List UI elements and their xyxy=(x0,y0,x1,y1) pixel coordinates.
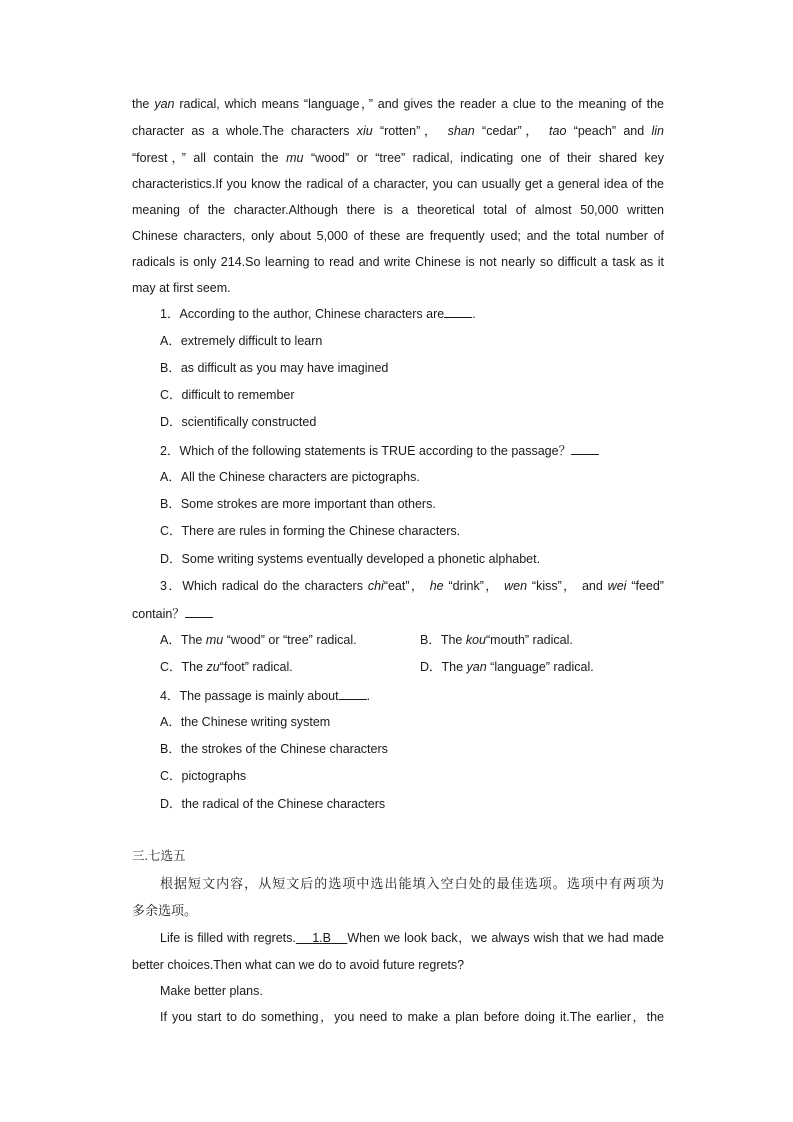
question-4-stem: 4．The passage is mainly about . xyxy=(160,686,664,705)
question-2-option-b: B．Some strokes are more important than others. xyxy=(160,497,436,511)
answer-blank[interactable] xyxy=(571,441,599,455)
question-1-option-a: A．extremely difficult to learn xyxy=(160,334,323,348)
question-3-stem: 3．Which radical do the characters chi“eat”， he “drink”， wen “kiss”， and wei “feed” xyxy=(160,579,664,593)
section-3-title: 三.七选五 xyxy=(132,849,186,863)
question-4-option-a: A．the Chinese writing system xyxy=(160,715,331,729)
passage-line-5: meaning of the character.Although there is a theoretical total of almost 50,000 written xyxy=(132,203,664,217)
section-3-heading-make-better-plans: Make better plans. xyxy=(160,984,263,998)
passage-line-4: characteristics.If you know the radical of a character, you can usually get a general idea of the xyxy=(132,177,664,191)
question-4-option-b: B．the strokes of the Chinese characters xyxy=(160,742,388,756)
question-1-option-d: D．scientifically constructed xyxy=(160,415,317,429)
question-3-option-d: D．The yan “language” radical. xyxy=(420,660,594,674)
passage-line-8: may at first seem. xyxy=(132,281,231,295)
passage-line-6: Chinese characters, only about 5,000 of these are frequently used; and the total number of xyxy=(132,229,664,243)
section-3-paragraph-1: Life is filled with regrets. 1.B When we look back，we always wish that we had made xyxy=(160,931,664,945)
question-2-option-d: D．Some writing systems eventually developed a phonetic alphabet. xyxy=(160,552,541,566)
question-1-stem: 1．According to the author, Chinese characters are . xyxy=(160,304,664,323)
question-3-stem-cont: contain？ xyxy=(132,604,664,623)
section-3-instructions-line-1: 根据短文内容，从短文后的选项中选出能填入空白处的最佳选项。选项中有两项为 xyxy=(160,876,664,891)
question-3-option-b: B．The kou“mouth” radical. xyxy=(420,633,573,647)
passage-line-3: “forest，” all contain the mu “wood” or “tree” radical, indicating one of their shared key xyxy=(132,151,665,165)
passage-line-2: character as a whole.The characters xiu “rotten”， shan “cedar”， tao “peach” and lin xyxy=(132,124,664,138)
question-2-option-a: A．All the Chinese characters are pictographs. xyxy=(160,470,420,484)
passage-line-1: the yan radical, which means “language，” and gives the reader a clue to the meaning of the xyxy=(132,97,664,111)
answer-blank[interactable] xyxy=(185,604,213,618)
answer-blank[interactable] xyxy=(339,686,367,700)
section-3-instructions-line-2: 多余选项。 xyxy=(132,903,198,918)
answer-blank[interactable] xyxy=(444,304,472,318)
filled-answer: 1.B xyxy=(295,931,348,945)
passage-line-7: radicals is only 214.So learning to read and write Chinese is not nearly so difficult a task as it xyxy=(132,255,664,269)
question-2-stem: 2．Which of the following statements is TRUE according to the passage？ xyxy=(160,441,664,460)
question-4-option-d: D．the radical of the Chinese characters xyxy=(160,797,386,811)
question-1-option-c: C．difficult to remember xyxy=(160,388,295,402)
question-3-option-c: C．The zu“foot” radical. xyxy=(160,660,293,674)
question-3-option-a: A．The mu “wood” or “tree” radical. xyxy=(160,633,357,647)
question-4-option-c: C．pictographs xyxy=(160,769,247,783)
question-2-option-c: C．There are rules in forming the Chinese characters. xyxy=(160,524,461,538)
question-1-option-b: B．as difficult as you may have imagined xyxy=(160,361,389,375)
section-3-paragraph-2: If you start to do something，you need to make a plan before doing it.The earlier，the xyxy=(160,1010,664,1024)
section-3-paragraph-1-cont: better choices.Then what can we do to avoid future regrets? xyxy=(132,958,465,972)
